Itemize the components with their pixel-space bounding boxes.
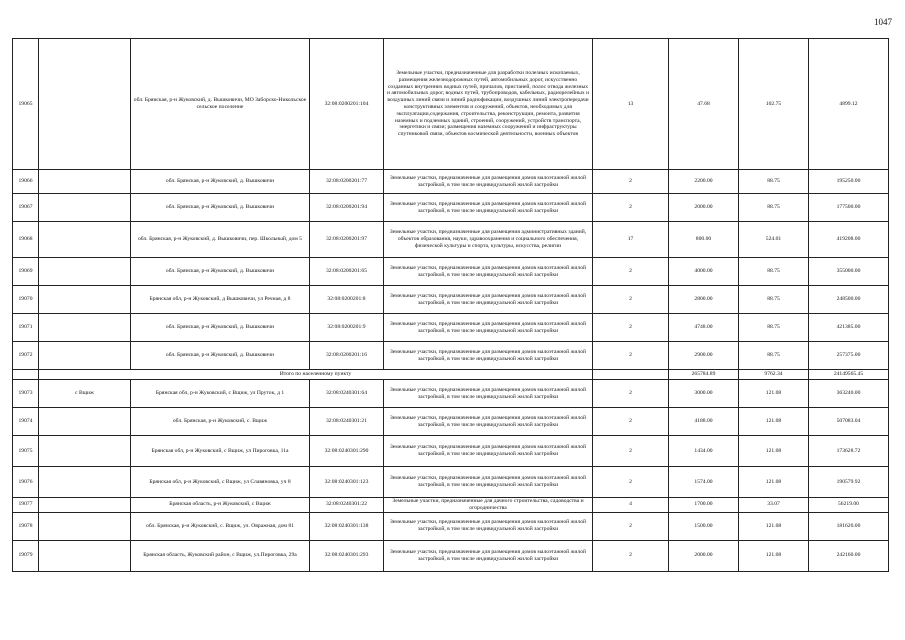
land-use-cell: Земельные участки, предназначенные для размещения домов малоэтажной жилой застройкой, в том числе индивидуальной жилой застройки [384,342,593,370]
area-cell: 1700.00 [669,498,739,513]
row-number: 19071 [13,314,39,342]
land-use-cell: Земельные участки, предназначенные для разработки полезных ископаемых, размещения железнодорожных путей, автомобильных дорог, искусственно созданных внутренних водных путей, причалов, пристаней, полос отвода железных и автомобильных дорог, водных путей, трубопроводов, кабельных, радиорелейных и воздушных линий связи и линий радиофикации, воздушных линий электропередачи конструктивных элементов и сооружений, объектов, необходимых для эксплуатации,содержания, строительства, реконструкции, ремонта, развития наземных и подземных зданий, строений, сооружений, устройств транспорта, энергетики и связи; размещения наземных сооружений и инфраструктуры спутниковой связи, объектов космической деятельности, военных объектов [384,39,593,170]
table-row [13,170,889,194]
address-cell: обл. Брянская, р-н Жуковский, с. Вщиж, ул. Овражная, дом 81 [131,512,310,540]
row-number: 19065 [13,39,39,170]
area-cell: 2000.00 [669,194,739,222]
table-row [13,194,889,222]
subtotal-label: Итого по населенному пункту [39,370,593,380]
cadastral-number-cell: 32:08:0240301:138 [310,512,384,540]
group-cell: 13 [593,39,669,170]
area-cell: 2900.00 [669,342,739,370]
subtotal-group [593,370,669,380]
row-number: 19069 [13,258,39,286]
land-use-cell: Земельные участки, предназначенные для размещения домов малоэтажной жилой застройкой, в том числе индивидуальной жилой застройки [384,194,593,222]
row-number: 19068 [13,222,39,258]
address-cell: обл. Брянская, р-н Жуковский, д. Вышковичи [131,314,310,342]
table-row [13,314,889,342]
settlement-cell [39,314,131,342]
value-cell: 4899.12 [809,39,889,170]
area-cell: 2000.00 [669,540,739,571]
land-use-cell: Земельные участки, предназначенные для размещения домов малоэтажной жилой застройкой, в том числе индивидуальной жилой застройки [384,170,593,194]
settlement-cell [39,540,131,571]
cadastral-number-cell: 32:08:0240301:290 [310,436,384,467]
value-cell: 419208.00 [809,222,889,258]
rate-cell: 524.01 [739,222,809,258]
subtotal-spacer [13,370,39,380]
group-cell: 2 [593,194,669,222]
table-row [13,39,889,170]
settlement-cell [39,194,131,222]
rate-cell: 121.08 [739,467,809,498]
land-use-cell: Земельные участки, предназначенные для размещения домов малоэтажной жилой застройкой, в том числе индивидуальной жилой застройки [384,314,593,342]
land-use-cell: Земельные участки, предназначенные для размещения административных зданий, объектов образования, науки, здравоохранения и социального обеспечения, физической культуры и спорта, культуры, искусства, религии [384,222,593,258]
table-row [13,408,889,436]
row-number: 19072 [13,342,39,370]
table-row [13,342,889,370]
group-cell: 2 [593,467,669,498]
area-cell: 47.68 [669,39,739,170]
land-use-cell: Земельные участки, предназначенные для размещения домов малоэтажной жилой застройкой, в том числе индивидуальной жилой застройки [384,540,593,571]
address-cell: обл. Брянская, р-н Жуковский, д. Вышковичи [131,258,310,286]
address-cell: обл. Брянская, р-н Жуковский, д. Вышковичи [131,194,310,222]
address-cell: обл. Брянская, р-н Жуковский, д. Вышковичи [131,170,310,194]
table-row [13,512,889,540]
address-cell: Брянская обл, р-н Жуковский, с Вщиж, ул Пироговка, 11а [131,436,310,467]
settlement-cell [39,467,131,498]
rate-cell: 88.75 [739,194,809,222]
value-cell: 56219.00 [809,498,889,513]
area-cell: 2200.00 [669,170,739,194]
land-use-cell: Земельные участки, предназначенные для размещения домов малоэтажной жилой застройкой, в том числе индивидуальной жилой застройки [384,512,593,540]
rate-cell: 88.75 [739,258,809,286]
settlement-cell [39,512,131,540]
group-cell: 2 [593,408,669,436]
settlement-cell [39,498,131,513]
address-cell: обл. Брянская, р-н Жуковский, д. Вышковичи, МО Заборско-Никольское сельское поселение [131,39,310,170]
subtotal-rate: 9762.34 [739,370,809,380]
group-cell: 2 [593,286,669,314]
row-number: 19066 [13,170,39,194]
rate-cell: 102.75 [739,39,809,170]
land-use-cell: Земельные участки, предназначенные для размещения домов малоэтажной жилой застройкой, в том числе индивидуальной жилой застройки [384,258,593,286]
land-use-cell: Земельные участки, предназначенные для размещения домов малоэтажной жилой застройкой, в том числе индивидуальной жилой застройки [384,286,593,314]
row-number: 19075 [13,436,39,467]
address-cell: обл. Брянская, р-н Жуковский, с. Вщиж [131,408,310,436]
value-cell: 257375.00 [809,342,889,370]
group-cell: 2 [593,314,669,342]
settlement-cell [39,258,131,286]
group-cell: 2 [593,342,669,370]
subtotal-value: 24149565.45 [809,370,889,380]
rate-cell: 121.08 [739,408,809,436]
value-cell: 248500.00 [809,286,889,314]
subtotal-area: 265784.89 [669,370,739,380]
cadastral-number-cell: 32:08:0240301:22 [310,498,384,513]
group-cell: 2 [593,170,669,194]
address-cell: Брянская обл, р-н Жуковский, с Вщиж, ул Пруток, д 1 [131,380,310,408]
area-cell: 1574.00 [669,467,739,498]
cadastral-number-cell: 32:08:0200201:104 [310,39,384,170]
value-cell: 242160.00 [809,540,889,571]
row-number: 19076 [13,467,39,498]
row-number: 19074 [13,408,39,436]
cadastral-number-cell: 32:08:0240301:293 [310,540,384,571]
area-cell: 3000.00 [669,380,739,408]
rate-cell: 33.07 [739,498,809,513]
row-number: 19079 [13,540,39,571]
land-use-cell: Земельные участки, предназначенные для размещения домов малоэтажной жилой застройкой, в том числе индивидуальной жилой застройки [384,467,593,498]
table-row [13,498,889,513]
subtotal-row [13,370,889,380]
value-cell: 355000.00 [809,258,889,286]
land-use-cell: Земельные участки, предназначенные для дачного строительства, садоводства и огородничества [384,498,593,513]
address-cell: Брянская область, Жуковский район, с Вщиж, ул.Пироговка, 29а [131,540,310,571]
group-cell: 2 [593,436,669,467]
address-cell: обл. Брянская, р-н Жуковский, д. Вышковичи [131,342,310,370]
settlement-cell [39,222,131,258]
value-cell: 177500.00 [809,194,889,222]
settlement-name: с Вщиж [39,380,131,408]
cadastral-number-cell: 32:08:0200201:94 [310,194,384,222]
value-cell: 363240.00 [809,380,889,408]
cadastral-number-cell: 32:08:0240301:64 [310,380,384,408]
row-number: 19077 [13,498,39,513]
cadastral-number-cell: 32:08:0240301:21 [310,408,384,436]
table-row [13,380,889,408]
table-row [13,540,889,571]
rate-cell: 121.08 [739,436,809,467]
address-cell: Брянская область, р-н Жуковский, с Вщиж [131,498,310,513]
row-number: 19078 [13,512,39,540]
row-number: 19070 [13,286,39,314]
group-cell: 2 [593,512,669,540]
rate-cell: 88.75 [739,342,809,370]
address-cell: обл. Брянская, р-н Жуковский, д. Вышковичи, пер. Школьный, дом 5 [131,222,310,258]
group-cell: 17 [593,222,669,258]
value-cell: 190579.92 [809,467,889,498]
settlement-cell [39,436,131,467]
group-cell: 2 [593,540,669,571]
cadastral-number-cell: 32:08:0200201:97 [310,222,384,258]
settlement-cell [39,170,131,194]
cadastral-number-cell: 32:08:0200201:16 [310,342,384,370]
group-cell: 4 [593,498,669,513]
cadastral-number-cell: 32:08:0240301:123 [310,467,384,498]
value-cell: 421385.00 [809,314,889,342]
rate-cell: 121.08 [739,512,809,540]
table-row [13,258,889,286]
group-cell: 2 [593,380,669,408]
settlement-cell [39,342,131,370]
table-row [13,436,889,467]
address-cell: Брянская обл, р-н Жуковский, д Вышковичи, ул Речная, д 8 [131,286,310,314]
address-cell: Брянская обл, р-н Жуковский, с Вщиж, ул Славяновка, уч 8 [131,467,310,498]
table-row [13,222,889,258]
cadastral-number-cell: 32:08:0200201:8 [310,286,384,314]
area-cell: 1500.00 [669,512,739,540]
land-use-cell: Земельные участки, предназначенные для размещения домов малоэтажной жилой застройкой, в том числе индивидуальной жилой застройки [384,380,593,408]
rate-cell: 88.75 [739,286,809,314]
row-number: 19073 [13,380,39,408]
rate-cell: 121.08 [739,540,809,571]
cadastral-number-cell: 32:08:0200201:65 [310,258,384,286]
land-use-cell: Земельные участки, предназначенные для размещения домов малоэтажной жилой застройкой, в том числе индивидуальной жилой застройки [384,408,593,436]
rate-cell: 88.75 [739,314,809,342]
value-cell: 173628.72 [809,436,889,467]
cadastral-number-cell: 32:08:0200201:77 [310,170,384,194]
row-number: 19067 [13,194,39,222]
area-cell: 4748.00 [669,314,739,342]
table-row [13,467,889,498]
page-number: 1047 [874,17,892,27]
cadastral-number-cell: 32:08:0200201:9 [310,314,384,342]
settlement-cell [39,408,131,436]
value-cell: 181620.00 [809,512,889,540]
group-cell: 2 [593,258,669,286]
rate-cell: 121.08 [739,380,809,408]
area-cell: 2800.00 [669,286,739,314]
area-cell: 4000.00 [669,258,739,286]
land-use-cell: Земельные участки, предназначенные для размещения домов малоэтажной жилой застройкой, в том числе индивидуальной жилой застройки [384,436,593,467]
value-cell: 195250.00 [809,170,889,194]
value-cell: 507083.04 [809,408,889,436]
cadastral-value-table [12,38,889,572]
area-cell: 1434.00 [669,436,739,467]
settlement-cell [39,286,131,314]
table-row [13,286,889,314]
area-cell: 4188.00 [669,408,739,436]
area-cell: 800.00 [669,222,739,258]
rate-cell: 88.75 [739,170,809,194]
settlement-cell [39,39,131,170]
